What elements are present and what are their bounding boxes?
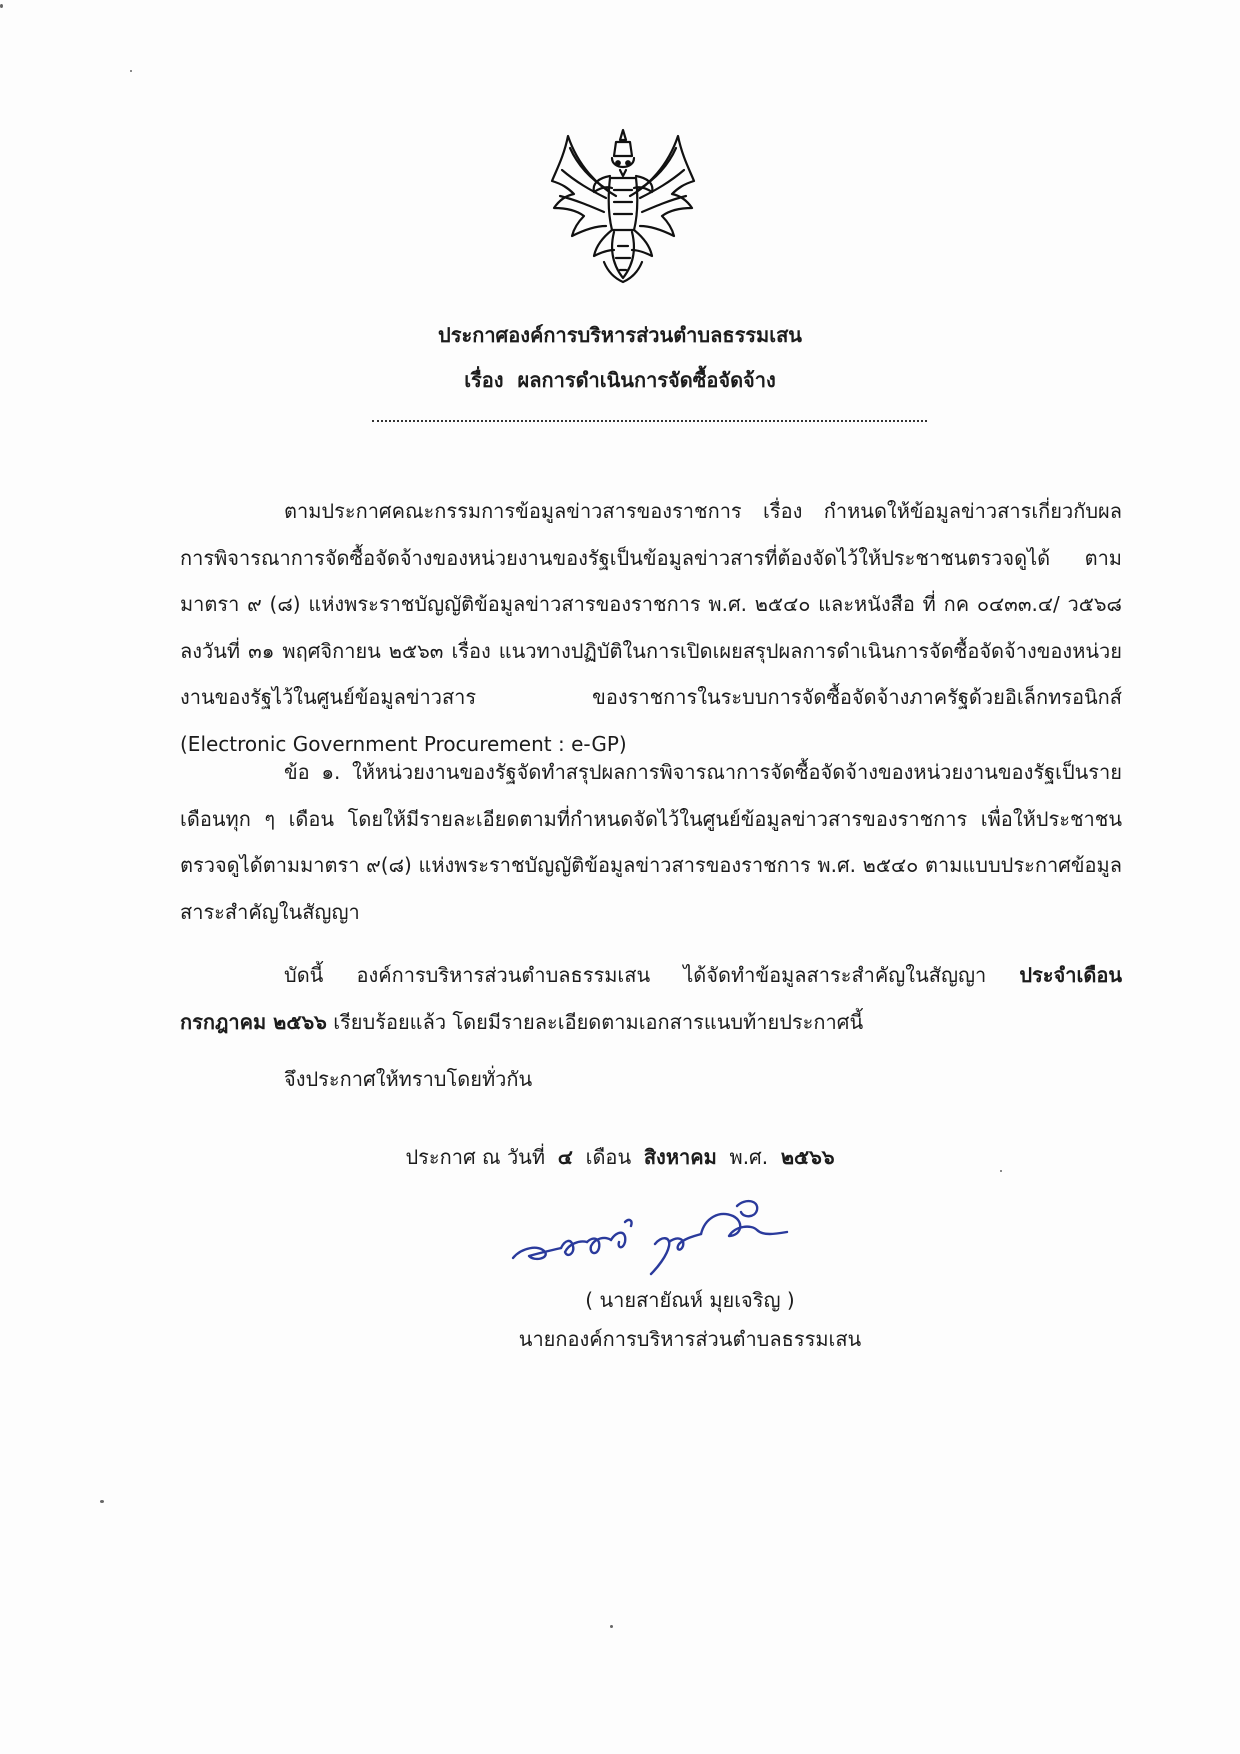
paragraph-closing [180, 1056, 1122, 1103]
paragraph-notice-month: ประจำเดือน กรกฎาคม ๒๕๖๖ [180, 963, 1122, 1034]
scan-speck [610, 1625, 613, 1628]
garuda-emblem-icon [548, 126, 698, 286]
signer-name: ( นายสายัณห์ มุยเจริญ ) [585, 1288, 795, 1312]
paragraph-closing-text: จึงประกาศให้ทราบโดยทั่วกัน [284, 1067, 533, 1091]
announcement-subject [0, 365, 1240, 395]
date-prefix: ประกาศ ณ วันที่ [405, 1145, 546, 1169]
date-year: ๒๕๖๖ [780, 1145, 835, 1169]
signer-position: นายกองค์การบริหารส่วนตำบลธรรมเสน [518, 1327, 862, 1351]
announcement-title: ประกาศองค์การบริหารส่วนตำบลธรรมเสน [438, 323, 802, 347]
date-era: พ.ศ. [729, 1145, 769, 1169]
date-month-label: เดือน [585, 1145, 632, 1169]
paragraph-clause-1 [180, 749, 1122, 935]
paragraph-notice-post: เรียบร้อยแล้ว โดยมีรายละเอียดตามเอกสารแนบท้ายประกาศนี้ [333, 1009, 864, 1034]
announcement-date [0, 1140, 1240, 1174]
scan-speck [100, 1500, 104, 1503]
subject-label: เรื่อง [464, 368, 504, 392]
paragraph-notice [180, 952, 1122, 1045]
date-day: ๔ [557, 1145, 573, 1169]
scan-speck [0, 4, 3, 8]
handwritten-signature [505, 1196, 795, 1276]
date-month: สิงหาคม [643, 1145, 717, 1169]
paragraph-reference [180, 488, 1122, 767]
paragraph-reference-text: ตามประกาศคณะกรรมการข้อมูลข่าวสารของราชการ เรื่อง กำหนดให้ข้อมูลข่าวสารเกี่ยวกับผลการพิจารณาการจัดซื้อจัดจ้างของหน่วยงานของรัฐเป็นข้อมูลข่าวสารที่ต้องจัดไว้ให้ประชาชนตรวจดูได้ ตามมาตรา ๙ (๘) แห่งพระราชบัญญัติข้อมูลข่าวสารของราชการ พ.ศ. ๒๕๔๐ และหนังสือ ที่ กค ๐๔๓๓.๔/ ว๕๖๘ ลงวันที่ ๓๑ พฤศจิกายน ๒๕๖๓ เรื่อง แนวทางปฏิบัติในการเปิดเผยสรุปผลการดำเนินการจัดซื้อจัดจ้างของหน่วยงานของรัฐไว้ในศูนย์ข้อมูลข่าวสาร ของราชการในระบบการจัดซื้อจัดจ้างภาครัฐด้วยอิเล็กทรอนิกส์ (Electronic Government Procurement : e-GP) [180, 499, 1122, 756]
paragraph-notice-pre: บัดนี้ องค์การบริหารส่วนตำบลธรรมเสน ได้จัดทำข้อมูลสาระสำคัญในสัญญา [284, 963, 987, 987]
paragraph-clause-1-text: ข้อ ๑. ให้หน่วยงานของรัฐจัดทำสรุปผลการพิจารณาการจัดซื้อจัดจ้างของหน่วยงานของรัฐเป็นรายเดือนทุก ๆ เดือน โดยให้มีรายละเอียดตามที่กำหนดจัดไว้ในศูนย์ข้อมูลข่าวสารของราชการ เพื่อให้ประชาชนตรวจดูได้ตามมาตรา ๙(๘) แห่งพระราชบัญญัติข้อมูลข่าวสารของราชการ พ.ศ. ๒๕๔๐ ตามแบบประกาศข้อมูลสาระสำคัญในสัญญา [180, 760, 1122, 924]
scan-speck [130, 70, 132, 72]
scan-speck [1000, 1170, 1002, 1172]
subject-text: ผลการดำเนินการจัดซื้อจัดจ้าง [517, 368, 776, 392]
dotted-divider [372, 420, 927, 422]
